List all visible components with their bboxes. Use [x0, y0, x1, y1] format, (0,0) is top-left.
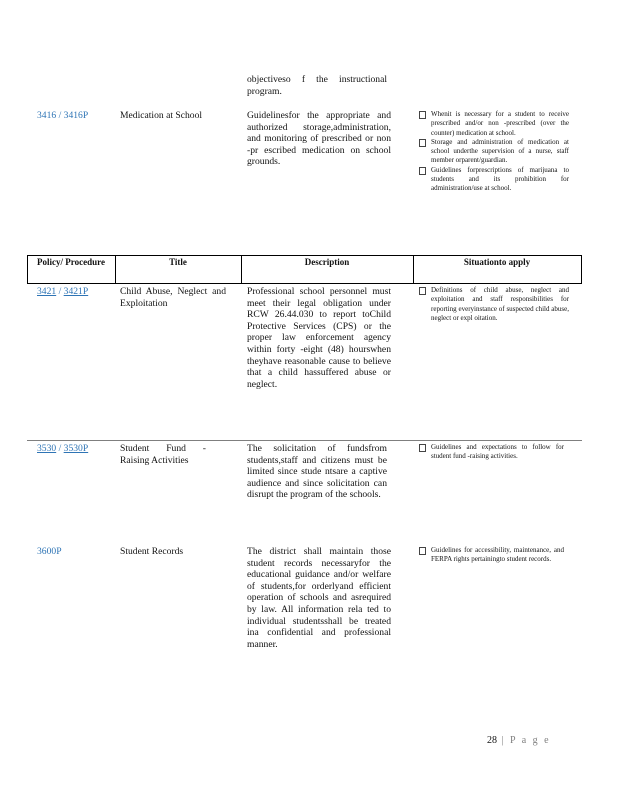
column-header-situation: Situationto apply	[463, 257, 531, 267]
bullet-item: Whenit is necessary for a student to receive prescribed and/or non -prescribed (over the counter) medication at school.	[419, 110, 569, 138]
page-footer	[487, 735, 551, 746]
column-header-policy: Policy/ Procedure	[37, 257, 105, 267]
title-fund-raising: Student Fund - Raising Activities	[120, 443, 206, 466]
situation-list-medication	[419, 110, 569, 194]
policy-code-3416[interactable]: 3416 / 3416P	[37, 110, 89, 121]
checkbox-bullet-icon	[419, 287, 426, 295]
policy-code-3600P[interactable]: 3600P	[37, 546, 62, 557]
page-label: P a g e	[510, 735, 551, 746]
title-child-abuse: Child Abuse, Neglect and Exploitation	[120, 286, 226, 309]
footer-separator: |	[497, 735, 511, 746]
title-student-records: Student Records	[120, 546, 184, 557]
previous-row-description: objectiveso f the instructional program.	[247, 74, 387, 97]
description-student-records: The district shall maintain those student records necessaryfor the educational guidance and/or welfare of students,for orderlyand efficient operation of schools and asrequired by law. All information rela ted to individual studentsshall be treated ina confidential and professional manner.	[247, 546, 391, 650]
table-header-bottom-border	[27, 283, 582, 284]
bullet-item: Guidelines for accessibility, maintenance, and FERPA rights pertainingto student records.	[419, 546, 564, 565]
bullet-item: Definitions of child abuse, neglect and exploitation and staff responsibilities for reporting everyinstance of suspected child abuse, neglect or expl oitation.	[419, 286, 569, 323]
bullet-item: Storage and administration of medication at school underthe supervision of a nurse, staff member orparent/guardian.	[419, 138, 569, 166]
checkbox-bullet-icon	[419, 111, 426, 119]
row-divider	[27, 440, 582, 441]
policy-link-3530[interactable]: 3530	[37, 443, 57, 454]
procedure-link-3421P[interactable]: 3421P	[63, 286, 89, 297]
column-header-description: Description	[304, 257, 350, 267]
procedure-link-3530P[interactable]: 3530P	[63, 443, 89, 454]
description-fund-raising: The solicitation of fundsfrom students,staff and citizens must be limited since stude ntsare a captive audience and since solicitation can disrupt the program of the schools.	[247, 443, 387, 501]
policy-link-3421[interactable]: 3421	[37, 286, 57, 297]
table-border	[581, 255, 582, 283]
situation-list-student-records	[419, 546, 564, 565]
page-number: 28	[487, 735, 497, 746]
checkbox-bullet-icon	[419, 444, 426, 452]
title-medication: Medication at School	[120, 110, 203, 121]
situation-list-child-abuse	[419, 286, 569, 323]
policy-code-3421: 3421 / 3421P	[37, 286, 89, 297]
bullet-item: Guidelines and expectations to follow for student fund -raising activities.	[419, 443, 564, 462]
checkbox-bullet-icon	[419, 547, 426, 555]
column-header-title: Title	[169, 257, 187, 267]
description-child-abuse: Professional school personnel must meet their legal obligation under RCW 26.44.030 to report toChild Protective Services (CPS) or the proper law enforcement agency within forty -eight (48) hourswhen theyhave reasonable cause to believe that a child hassuffered abuse or neglect.	[247, 286, 391, 390]
policy-code-3530: 3530 / 3530P	[37, 443, 89, 454]
description-medication: Guidelinesfor the appropriate and authorized storage,administration, and monitoring of prescribed or non -pr escribed medication on school grounds.	[247, 110, 391, 168]
checkbox-bullet-icon	[419, 139, 426, 147]
situation-list-fund-raising	[419, 443, 564, 462]
checkbox-bullet-icon	[419, 167, 426, 175]
table-top-border	[27, 255, 582, 256]
bullet-item: Guidelines forprescriptions of marijuana to students and its prohibition for administration/use at school.	[419, 166, 569, 194]
